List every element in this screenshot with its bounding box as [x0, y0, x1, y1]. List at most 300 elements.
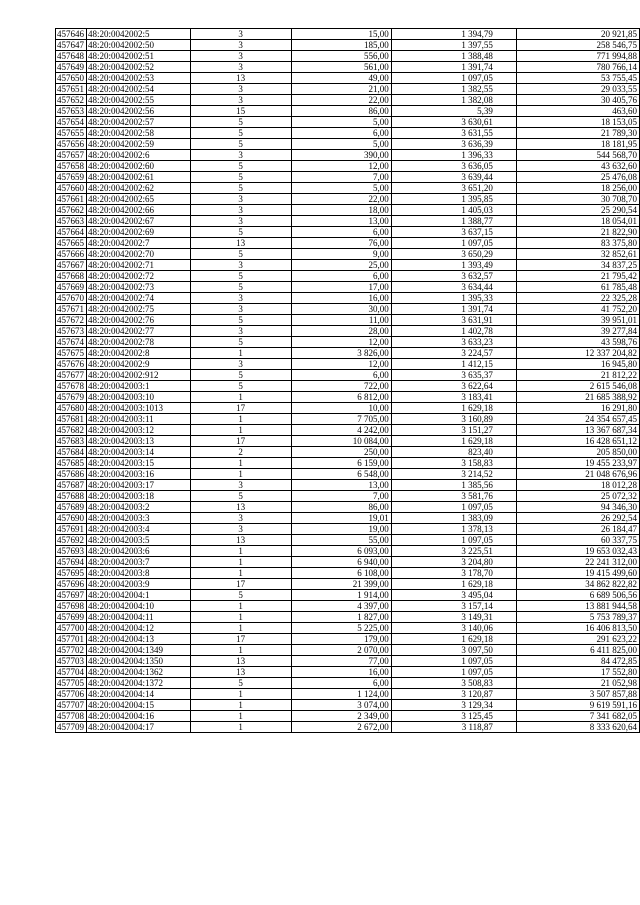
area-cell: 5 225,00: [291, 623, 391, 634]
specific-value-cell: 1 395,85: [391, 194, 516, 205]
cadastral-value-cell: 29 033,55: [516, 84, 639, 95]
table-row: [56, 293, 640, 304]
table-row: [56, 183, 640, 194]
row-id-cell: 457698: [56, 601, 87, 612]
cadastral-number-cell: 48:20:0042002:8: [87, 348, 191, 359]
area-cell: 22,00: [291, 194, 391, 205]
row-id-cell: 457683: [56, 436, 87, 447]
type-code-cell: 13: [190, 656, 291, 667]
area-cell: 21 399,00: [291, 579, 391, 590]
specific-value-cell: 1 395,33: [391, 293, 516, 304]
row-id-cell: 457655: [56, 128, 87, 139]
cadastral-value-cell: 13 367 687,34: [516, 425, 639, 436]
row-id-cell: 457684: [56, 447, 87, 458]
row-id-cell: 457692: [56, 535, 87, 546]
specific-value-cell: 1 396,33: [391, 150, 516, 161]
specific-value-cell: 1 629,18: [391, 579, 516, 590]
area-cell: 2 070,00: [291, 645, 391, 656]
specific-value-cell: 3 160,89: [391, 414, 516, 425]
cadastral-number-cell: 48:20:0042003:18: [87, 491, 191, 502]
type-code-cell: 5: [190, 491, 291, 502]
row-id-cell: 457709: [56, 722, 87, 733]
specific-value-cell: 1 097,05: [391, 73, 516, 84]
specific-value-cell: 1 378,13: [391, 524, 516, 535]
area-cell: 21,00: [291, 84, 391, 95]
table-row: [56, 29, 640, 40]
specific-value-cell: 3 224,57: [391, 348, 516, 359]
area-cell: 6 108,00: [291, 568, 391, 579]
row-id-cell: 457660: [56, 183, 87, 194]
cadastral-value-cell: 18 181,95: [516, 139, 639, 150]
cadastral-value-cell: 19 415 499,60: [516, 568, 639, 579]
table-row: [56, 150, 640, 161]
cadastral-number-cell: 48:20:0042003:16: [87, 469, 191, 480]
table-row: [56, 689, 640, 700]
cadastral-value-cell: 13 881 944,58: [516, 601, 639, 612]
area-cell: 10,00: [291, 403, 391, 414]
table-row: [56, 414, 640, 425]
type-code-cell: 3: [190, 29, 291, 40]
type-code-cell: 1: [190, 711, 291, 722]
area-cell: 250,00: [291, 447, 391, 458]
table-row: [56, 238, 640, 249]
table-row: [56, 656, 640, 667]
table-row: [56, 51, 640, 62]
specific-value-cell: 3 157,14: [391, 601, 516, 612]
specific-value-cell: 3 630,61: [391, 117, 516, 128]
row-id-cell: 457687: [56, 480, 87, 491]
cadastral-number-cell: 48:20:0042003:15: [87, 458, 191, 469]
area-cell: 86,00: [291, 502, 391, 513]
type-code-cell: 1: [190, 425, 291, 436]
specific-value-cell: 3 639,44: [391, 172, 516, 183]
specific-value-cell: 3 097,50: [391, 645, 516, 656]
area-cell: 556,00: [291, 51, 391, 62]
cadastral-value-cell: 6 689 506,56: [516, 590, 639, 601]
cadastral-value-cell: 16 406 813,50: [516, 623, 639, 634]
type-code-cell: 3: [190, 524, 291, 535]
cadastral-value-table: [55, 28, 640, 733]
table-row: [56, 40, 640, 51]
type-code-cell: 3: [190, 326, 291, 337]
area-cell: 5,00: [291, 117, 391, 128]
type-code-cell: 5: [190, 590, 291, 601]
row-id-cell: 457673: [56, 326, 87, 337]
specific-value-cell: 3 204,80: [391, 557, 516, 568]
cadastral-number-cell: 48:20:0042002:55: [87, 95, 191, 106]
type-code-cell: 17: [190, 436, 291, 447]
cadastral-number-cell: 48:20:0042002:59: [87, 139, 191, 150]
row-id-cell: 457681: [56, 414, 87, 425]
cadastral-number-cell: 48:20:0042002:77: [87, 326, 191, 337]
cadastral-number-cell: 48:20:0042002:65: [87, 194, 191, 205]
type-code-cell: 5: [190, 337, 291, 348]
table-row: [56, 601, 640, 612]
area-cell: 1 827,00: [291, 612, 391, 623]
area-cell: 6,00: [291, 128, 391, 139]
type-code-cell: 13: [190, 73, 291, 84]
row-id-cell: 457675: [56, 348, 87, 359]
row-id-cell: 457648: [56, 51, 87, 62]
row-id-cell: 457707: [56, 700, 87, 711]
specific-value-cell: 1 383,09: [391, 513, 516, 524]
area-cell: 6 159,00: [291, 458, 391, 469]
table-row: [56, 678, 640, 689]
cadastral-number-cell: 48:20:0042002:53: [87, 73, 191, 84]
row-id-cell: 457646: [56, 29, 87, 40]
cadastral-number-cell: 48:20:0042002:71: [87, 260, 191, 271]
table-row: [56, 491, 640, 502]
table-row: [56, 205, 640, 216]
cadastral-value-cell: 780 766,14: [516, 62, 639, 73]
area-cell: 86,00: [291, 106, 391, 117]
cadastral-number-cell: 48:20:0042002:74: [87, 293, 191, 304]
row-id-cell: 457680: [56, 403, 87, 414]
row-id-cell: 457674: [56, 337, 87, 348]
area-cell: 22,00: [291, 95, 391, 106]
area-cell: 12,00: [291, 359, 391, 370]
table-row: [56, 326, 640, 337]
area-cell: 6,00: [291, 227, 391, 238]
specific-value-cell: 3 129,34: [391, 700, 516, 711]
cadastral-value-cell: 22 241 312,00: [516, 557, 639, 568]
table-row: [56, 73, 640, 84]
cadastral-value-cell: 6 411 825,00: [516, 645, 639, 656]
table-row: [56, 700, 640, 711]
row-id-cell: 457661: [56, 194, 87, 205]
area-cell: 15,00: [291, 29, 391, 40]
table-row: [56, 502, 640, 513]
type-code-cell: 1: [190, 689, 291, 700]
specific-value-cell: 3 495,04: [391, 590, 516, 601]
cadastral-number-cell: 48:20:0042002:60: [87, 161, 191, 172]
specific-value-cell: 3 637,15: [391, 227, 516, 238]
area-cell: 19,01: [291, 513, 391, 524]
row-id-cell: 457682: [56, 425, 87, 436]
cadastral-value-cell: 61 785,48: [516, 282, 639, 293]
row-id-cell: 457670: [56, 293, 87, 304]
type-code-cell: 1: [190, 469, 291, 480]
row-id-cell: 457706: [56, 689, 87, 700]
area-cell: 55,00: [291, 535, 391, 546]
cadastral-value-cell: 5 753 789,37: [516, 612, 639, 623]
table-row: [56, 337, 640, 348]
table-row: [56, 425, 640, 436]
cadastral-number-cell: 48:20:0042004:10: [87, 601, 191, 612]
cadastral-number-cell: 48:20:0042003:8: [87, 568, 191, 579]
row-id-cell: 457666: [56, 249, 87, 260]
specific-value-cell: 1 382,55: [391, 84, 516, 95]
area-cell: 722,00: [291, 381, 391, 392]
table-body: [56, 29, 640, 733]
table-row: [56, 117, 640, 128]
cadastral-number-cell: 48:20:0042003:7: [87, 557, 191, 568]
specific-value-cell: 1 382,08: [391, 95, 516, 106]
row-id-cell: 457686: [56, 469, 87, 480]
type-code-cell: 3: [190, 194, 291, 205]
specific-value-cell: 3 225,51: [391, 546, 516, 557]
table-row: [56, 282, 640, 293]
cadastral-value-cell: 258 546,75: [516, 40, 639, 51]
cadastral-number-cell: 48:20:0042003:13: [87, 436, 191, 447]
row-id-cell: 457669: [56, 282, 87, 293]
specific-value-cell: 3 635,37: [391, 370, 516, 381]
table-row: [56, 623, 640, 634]
specific-value-cell: 3 125,45: [391, 711, 516, 722]
cadastral-value-cell: 60 337,75: [516, 535, 639, 546]
cadastral-number-cell: 48:20:0042002:5: [87, 29, 191, 40]
cadastral-number-cell: 48:20:0042003:4: [87, 524, 191, 535]
table-row: [56, 315, 640, 326]
cadastral-value-cell: 32 852,61: [516, 249, 639, 260]
type-code-cell: 5: [190, 183, 291, 194]
cadastral-value-cell: 21 795,42: [516, 271, 639, 282]
row-id-cell: 457701: [56, 634, 87, 645]
area-cell: 185,00: [291, 40, 391, 51]
table-row: [56, 216, 640, 227]
specific-value-cell: 1 391,74: [391, 62, 516, 73]
row-id-cell: 457679: [56, 392, 87, 403]
cadastral-value-cell: 21 052,98: [516, 678, 639, 689]
area-cell: 10 084,00: [291, 436, 391, 447]
type-code-cell: 5: [190, 249, 291, 260]
area-cell: 561,00: [291, 62, 391, 73]
table-row: [56, 436, 640, 447]
row-id-cell: 457672: [56, 315, 87, 326]
table-row: [56, 568, 640, 579]
row-id-cell: 457653: [56, 106, 87, 117]
cadastral-value-cell: 18 012,28: [516, 480, 639, 491]
area-cell: 76,00: [291, 238, 391, 249]
cadastral-value-cell: 9 619 591,16: [516, 700, 639, 711]
area-cell: 25,00: [291, 260, 391, 271]
specific-value-cell: 3 183,41: [391, 392, 516, 403]
area-cell: 12,00: [291, 161, 391, 172]
row-id-cell: 457664: [56, 227, 87, 238]
cadastral-number-cell: 48:20:0042002:72: [87, 271, 191, 282]
cadastral-value-cell: 21 685 388,92: [516, 392, 639, 403]
table-row: [56, 403, 640, 414]
type-code-cell: 1: [190, 392, 291, 403]
cadastral-value-cell: 12 337 204,82: [516, 348, 639, 359]
specific-value-cell: 3 140,06: [391, 623, 516, 634]
cadastral-value-cell: 21 048 676,96: [516, 469, 639, 480]
specific-value-cell: 1 097,05: [391, 535, 516, 546]
cadastral-value-cell: 84 472,85: [516, 656, 639, 667]
cadastral-number-cell: 48:20:0042004:15: [87, 700, 191, 711]
cadastral-number-cell: 48:20:0042004:1: [87, 590, 191, 601]
area-cell: 4 242,00: [291, 425, 391, 436]
specific-value-cell: 3 118,87: [391, 722, 516, 733]
cadastral-value-cell: 21 812,22: [516, 370, 639, 381]
cadastral-value-cell: 25 290,54: [516, 205, 639, 216]
cadastral-number-cell: 48:20:0042002:67: [87, 216, 191, 227]
area-cell: 6 093,00: [291, 546, 391, 557]
cadastral-number-cell: 48:20:0042003:1: [87, 381, 191, 392]
cadastral-value-cell: 2 615 546,08: [516, 381, 639, 392]
specific-value-cell: 3 632,57: [391, 271, 516, 282]
cadastral-value-cell: 291 623,22: [516, 634, 639, 645]
type-code-cell: 5: [190, 161, 291, 172]
cadastral-number-cell: 48:20:0042002:6: [87, 150, 191, 161]
type-code-cell: 13: [190, 238, 291, 249]
row-id-cell: 457695: [56, 568, 87, 579]
type-code-cell: 3: [190, 359, 291, 370]
cadastral-number-cell: 48:20:0042002:51: [87, 51, 191, 62]
specific-value-cell: 3 178,70: [391, 568, 516, 579]
area-cell: 16,00: [291, 667, 391, 678]
specific-value-cell: 3 622,64: [391, 381, 516, 392]
specific-value-cell: 3 120,87: [391, 689, 516, 700]
cadastral-value-cell: 19 653 032,43: [516, 546, 639, 557]
cadastral-value-cell: 41 752,20: [516, 304, 639, 315]
specific-value-cell: 3 631,55: [391, 128, 516, 139]
type-code-cell: 1: [190, 623, 291, 634]
cadastral-number-cell: 48:20:0042002:70: [87, 249, 191, 260]
cadastral-number-cell: 48:20:0042004:1372: [87, 678, 191, 689]
area-cell: 13,00: [291, 480, 391, 491]
area-cell: 13,00: [291, 216, 391, 227]
area-cell: 49,00: [291, 73, 391, 84]
specific-value-cell: 823,40: [391, 447, 516, 458]
area-cell: 28,00: [291, 326, 391, 337]
row-id-cell: 457671: [56, 304, 87, 315]
table-row: [56, 381, 640, 392]
area-cell: 18,00: [291, 205, 391, 216]
area-cell: 1 124,00: [291, 689, 391, 700]
area-cell: 390,00: [291, 150, 391, 161]
table-row: [56, 106, 640, 117]
cadastral-value-cell: 43 598,76: [516, 337, 639, 348]
specific-value-cell: 3 631,91: [391, 315, 516, 326]
table-row: [56, 722, 640, 733]
row-id-cell: 457667: [56, 260, 87, 271]
cadastral-number-cell: 48:20:0042002:78: [87, 337, 191, 348]
row-id-cell: 457704: [56, 667, 87, 678]
specific-value-cell: 1 405,03: [391, 205, 516, 216]
area-cell: 3 826,00: [291, 348, 391, 359]
type-code-cell: 1: [190, 722, 291, 733]
specific-value-cell: 3 508,83: [391, 678, 516, 689]
table-row: [56, 95, 640, 106]
type-code-cell: 5: [190, 271, 291, 282]
area-cell: 6,00: [291, 271, 391, 282]
cadastral-value-cell: 25 476,08: [516, 172, 639, 183]
area-cell: 179,00: [291, 634, 391, 645]
specific-value-cell: 3 214,52: [391, 469, 516, 480]
cadastral-value-cell: 34 837,25: [516, 260, 639, 271]
type-code-cell: 5: [190, 678, 291, 689]
cadastral-number-cell: 48:20:0042002:7: [87, 238, 191, 249]
row-id-cell: 457693: [56, 546, 87, 557]
row-id-cell: 457678: [56, 381, 87, 392]
type-code-cell: 5: [190, 117, 291, 128]
specific-value-cell: 3 651,20: [391, 183, 516, 194]
specific-value-cell: 1 097,05: [391, 656, 516, 667]
row-id-cell: 457700: [56, 623, 87, 634]
specific-value-cell: 1 097,05: [391, 502, 516, 513]
cadastral-value-cell: 30 405,76: [516, 95, 639, 106]
cadastral-value-cell: 7 341 682,05: [516, 711, 639, 722]
cadastral-number-cell: 48:20:0042003:17: [87, 480, 191, 491]
area-cell: 7,00: [291, 491, 391, 502]
table-row: [56, 359, 640, 370]
table-row: [56, 535, 640, 546]
type-code-cell: 1: [190, 645, 291, 656]
cadastral-number-cell: 48:20:0042002:912: [87, 370, 191, 381]
row-id-cell: 457668: [56, 271, 87, 282]
area-cell: 7 705,00: [291, 414, 391, 425]
cadastral-number-cell: 48:20:0042002:52: [87, 62, 191, 73]
type-code-cell: 3: [190, 260, 291, 271]
cadastral-value-cell: 39 277,84: [516, 326, 639, 337]
cadastral-number-cell: 48:20:0042004:1349: [87, 645, 191, 656]
area-cell: 1 914,00: [291, 590, 391, 601]
type-code-cell: 1: [190, 568, 291, 579]
table-row: [56, 304, 640, 315]
area-cell: 9,00: [291, 249, 391, 260]
row-id-cell: 457662: [56, 205, 87, 216]
type-code-cell: 3: [190, 480, 291, 491]
table-row: [56, 546, 640, 557]
row-id-cell: 457663: [56, 216, 87, 227]
specific-value-cell: 1 402,78: [391, 326, 516, 337]
cadastral-value-cell: 19 455 233,97: [516, 458, 639, 469]
row-id-cell: 457656: [56, 139, 87, 150]
area-cell: 6,00: [291, 370, 391, 381]
type-code-cell: 5: [190, 282, 291, 293]
type-code-cell: 3: [190, 95, 291, 106]
type-code-cell: 1: [190, 348, 291, 359]
area-cell: 5,00: [291, 183, 391, 194]
specific-value-cell: 1 397,55: [391, 40, 516, 51]
table-row: [56, 139, 640, 150]
cadastral-number-cell: 48:20:0042002:58: [87, 128, 191, 139]
area-cell: 11,00: [291, 315, 391, 326]
area-cell: 3 074,00: [291, 700, 391, 711]
cadastral-number-cell: 48:20:0042003:2: [87, 502, 191, 513]
type-code-cell: 3: [190, 205, 291, 216]
type-code-cell: 13: [190, 502, 291, 513]
cadastral-number-cell: 48:20:0042004:12: [87, 623, 191, 634]
cadastral-number-cell: 48:20:0042004:11: [87, 612, 191, 623]
cadastral-value-cell: 53 755,45: [516, 73, 639, 84]
row-id-cell: 457699: [56, 612, 87, 623]
row-id-cell: 457677: [56, 370, 87, 381]
cadastral-value-cell: 26 292,54: [516, 513, 639, 524]
cadastral-number-cell: 48:20:0042003:14: [87, 447, 191, 458]
type-code-cell: 1: [190, 700, 291, 711]
table-row: [56, 194, 640, 205]
cadastral-value-cell: 26 184,47: [516, 524, 639, 535]
type-code-cell: 1: [190, 458, 291, 469]
cadastral-number-cell: 48:20:0042004:16: [87, 711, 191, 722]
table-row: [56, 590, 640, 601]
table-row: [56, 513, 640, 524]
cadastral-number-cell: 48:20:0042003:10: [87, 392, 191, 403]
cadastral-value-cell: 16 945,80: [516, 359, 639, 370]
table-row: [56, 524, 640, 535]
cadastral-value-cell: 18 153,05: [516, 117, 639, 128]
row-id-cell: 457685: [56, 458, 87, 469]
table-row: [56, 634, 640, 645]
table-row: [56, 480, 640, 491]
cadastral-number-cell: 48:20:0042003:11: [87, 414, 191, 425]
type-code-cell: 13: [190, 667, 291, 678]
row-id-cell: 457691: [56, 524, 87, 535]
type-code-cell: 3: [190, 216, 291, 227]
table-row: [56, 447, 640, 458]
